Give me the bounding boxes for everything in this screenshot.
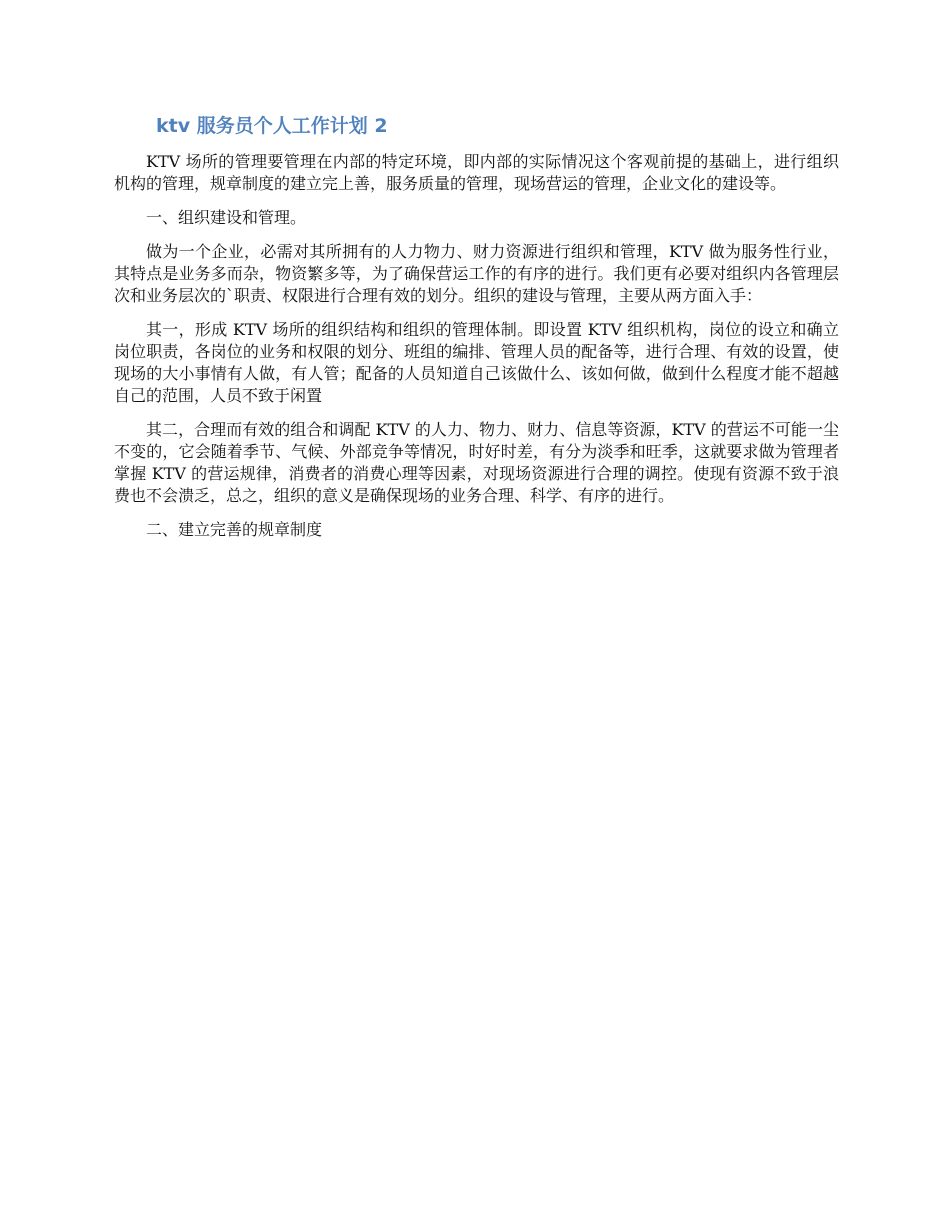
section-heading-regulations: 二、建立完善的规章制度 xyxy=(146,520,323,539)
paragraph-point-one: 其一，形成 KTV 场所的组织结构和组织的管理体制。即设置 KTV 组织机构，岗位的设立和确立岗位职责，各岗位的业务和权限的划分、班组的编排、管理人员的配备等，进行合理、有效的设置，使现场的大小事情有人做，有人管；配备的人员知道自己该做什么、该如何做，做到什么程度才能不超越自己的范围，人员不致于闲置 xyxy=(114,320,839,405)
document-body xyxy=(114,151,839,553)
paragraph-intro: KTV 场所的管理要管理在内部的特定环境，即内部的实际情况这个客观前提的基础上，进行组织机构的管理，规章制度的建立完上善，服务质量的管理，现场营运的管理，企业文化的建设等。 xyxy=(114,152,839,193)
document-title: ktv 服务员个人工作计划 2 xyxy=(156,115,388,137)
paragraph-point-two: 其二，合理而有效的组合和调配 KTV 的人力、物力、财力、信息等资源，KTV 的营运不可能一尘不变的，它会随着季节、气候、外部竞争等情况，时好时差，有分为淡季和旺季，这就要求做为管理者掌握 KTV 的营运规律，消费者的消费心理等因素，对现场资源进行合理的调控。使现有资源不致于浪费也不会溃乏，总之，组织的意义是确保现场的业务合理、科学、有序的进行。 xyxy=(114,420,839,505)
paragraph-organization: 做为一个企业，必需对其所拥有的人力物力、财力资源进行组织和管理，KTV 做为服务性行业，其特点是业务多而杂，物资繁多等，为了确保营运工作的有序的进行。我们更有必要对组织内各管理层次和业务层次的`职责、权限进行合理有效的划分。组织的建设与管理，主要从两方面入手： xyxy=(114,242,839,305)
section-heading-organization: 一、组织建设和管理。 xyxy=(146,208,307,227)
